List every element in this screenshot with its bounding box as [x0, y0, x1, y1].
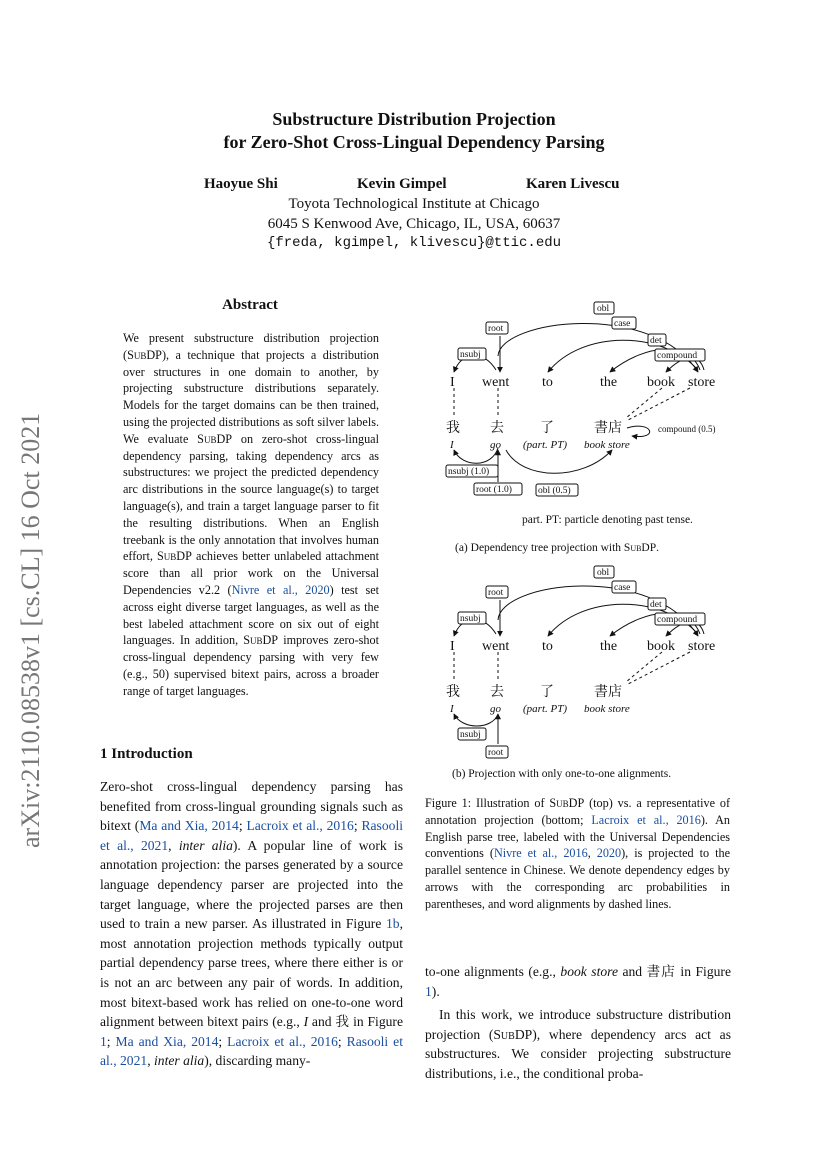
gloss-1-b: I — [450, 703, 454, 715]
caption-text: , — [587, 846, 597, 861]
word-en-2-b: went — [482, 639, 510, 654]
body-text: ). — [431, 983, 440, 999]
arxiv-stamp: arXiv:2110.08538v1 [cs.CL] 16 Oct 2021 — [16, 412, 45, 848]
word-zh-1-a: 我 — [446, 421, 460, 436]
label-det-b: det — [650, 600, 662, 610]
body-text: to-one alignments (e.g., — [425, 964, 561, 979]
abstract-text: achieves better unlabeled attachment score than all prior work on the Universal Dependencies v2.2 ( — [123, 549, 379, 597]
word-en-4-a: the — [600, 375, 618, 390]
affiliation-line-2: 6045 S Kenwood Ave, Chicago, IL, USA, 60637 — [267, 216, 561, 232]
caption-text: ). An English parse tree, labeled with the Universal Dependencies conventions ( — [425, 812, 730, 861]
paper-title — [0, 108, 828, 154]
caption-text: ), is projected to the parallel sentence in Chinese. We denote dependency edges by arrows with the corresponding arc probabilities in parentheses, and word alignments by dashed lines. — [425, 846, 730, 911]
section-heading: 1 Introduction — [100, 746, 193, 762]
subdp-name: SubDP — [157, 549, 192, 564]
label-case-a: case — [614, 319, 631, 329]
body-text: and 書店 in Figure — [617, 964, 731, 979]
body-italic: inter alia — [178, 837, 233, 853]
subdp-name: SubDP — [127, 347, 162, 362]
body-text: ), discarding many- — [204, 1053, 311, 1069]
abstract-text: improves zero-shot cross-lingual dependency parsing with very few (e.g., 50) supervised bitext pairs, across a broader range of target languages. — [123, 633, 379, 698]
word-en-4-b: the — [600, 639, 618, 654]
body-text: ; — [353, 818, 362, 834]
word-en-5-b: book — [647, 639, 675, 654]
body-text: ; — [106, 1033, 116, 1049]
abstract-text: We present substructure distribution projection ( — [123, 331, 379, 362]
figure-link[interactable]: 1 — [100, 1033, 107, 1049]
caption-text: (top) vs. a representative of annotation projection (bottom; — [425, 796, 730, 827]
gloss-4-a: book store — [584, 439, 630, 451]
align-store-b — [628, 652, 690, 684]
label-obl-b: obl — [597, 568, 610, 578]
body-text: ), where dependency arcs act as substructures. We consider projecting substructure distributions, i.e., the conditional proba- — [425, 1026, 731, 1081]
title-line-1: Substructure Distribution Projection — [272, 109, 556, 129]
label-det-a: det — [650, 336, 662, 346]
body-text: , — [168, 837, 179, 853]
word-en-6-b: store — [688, 639, 716, 654]
author-2: Kevin Gimpel — [357, 176, 447, 192]
abstract-body — [123, 330, 379, 700]
figure-caption — [425, 795, 730, 913]
arc-zh-compound — [627, 426, 650, 436]
citation-link[interactable]: Rasooli et al., 2021 — [100, 1033, 403, 1069]
word-en-1-b: I — [450, 639, 455, 654]
body-text: , most annotation projection methods typically output partial dependency parse trees, where there either is or is not an arc between any pair of words. In addition, most bitext-based work has relied on one-to-one word alignment between bitext pairs (e.g., — [100, 916, 403, 1030]
label-nsubj-a: nsubj — [460, 350, 481, 360]
gloss-2-a: go — [490, 439, 501, 451]
caption-text: Figure 1: Illustration of — [425, 796, 550, 810]
subdp-name: SubDP — [243, 633, 279, 648]
label-root-a: root — [488, 324, 504, 334]
citation-link[interactable]: Lacroix et al., 2016 — [246, 818, 354, 834]
label-zh-root-a: root (1.0) — [476, 485, 512, 495]
arc-zh-obl — [506, 450, 612, 473]
body-text: In this work, we introduce substructure distribution projection ( — [425, 1007, 731, 1042]
author-1: Haoyue Shi — [204, 176, 278, 192]
subdp-name: SubDP — [549, 796, 585, 810]
arc-obl-b — [498, 586, 698, 636]
citation-link[interactable]: Nivre et al., 2016 — [493, 846, 588, 861]
label-case-b: case — [614, 583, 631, 593]
author-emails: {freda, kgimpel, klivescu}@ttic.edu — [266, 235, 562, 251]
gloss-3-b: (part. PT) — [523, 703, 567, 715]
align-book-a — [626, 388, 662, 418]
citation-link[interactable]: Lacroix et al., 2016 — [227, 1033, 338, 1049]
arc-zh-nsubj-b — [454, 714, 498, 726]
abstract-text: ) test set across eight diverse target languages, as well as the best labeled attachment score on six out of eight languages. In addition, — [123, 582, 379, 648]
word-en-3-a: to — [542, 375, 553, 390]
label-zh-nsubj-b: nsubj — [460, 730, 481, 740]
align-book-b — [626, 652, 662, 682]
body-text: ; — [218, 1033, 228, 1049]
word-zh-1-b: 我 — [446, 685, 460, 700]
label-root-b: root — [488, 588, 504, 598]
body-text: , — [147, 1053, 154, 1069]
word-zh-4-a: 書店 — [594, 421, 622, 436]
word-en-2-a: went — [482, 375, 510, 390]
word-zh-2-b: 去 — [490, 685, 504, 700]
subdp-name: SubDP — [197, 431, 233, 446]
intro-paragraph — [100, 777, 403, 1071]
label-obl-a: obl — [597, 304, 610, 314]
gloss-3-a: (part. PT) — [523, 439, 567, 451]
body-text: ; — [238, 818, 247, 834]
word-zh-2-a: 去 — [490, 421, 504, 436]
word-en-5-a: book — [647, 375, 675, 390]
subdp-name: SubDP — [493, 1026, 533, 1042]
subdp-name: SubDP — [623, 542, 657, 554]
body-text: ). A popular line of work is annotation projection: the parses generated by a source language dependency parser are projected into the target language, where the projected parses are then used to train a new parser. As illustrated in Figure — [100, 837, 403, 932]
right-column-text — [425, 962, 731, 1084]
author-3: Karen Livescu — [526, 176, 620, 192]
citation-link[interactable]: Lacroix et al., 2016 — [591, 812, 701, 827]
citation-link[interactable]: Rasooli et al., 2021 — [100, 818, 403, 853]
body-text: Zero-shot cross-lingual dependency parsing has benefited from cross-lingual grounding signals such as bitext ( — [100, 779, 403, 834]
body-italic: book store — [560, 964, 618, 979]
label-compound-b: compound — [657, 615, 698, 625]
abstract-heading: Abstract — [222, 297, 278, 313]
word-en-3-b: to — [542, 639, 553, 654]
label-compound-a: compound — [657, 351, 698, 361]
citation-link[interactable]: 2020 — [596, 846, 622, 861]
word-zh-3-b: 了 — [540, 685, 554, 700]
body-text: and 我 in Figure — [308, 1014, 403, 1030]
body-italic: I — [303, 1014, 309, 1030]
arc-obl-a — [498, 323, 698, 372]
figure-part-note: part. PT: particle denoting past tense. — [522, 514, 693, 526]
abstract-text: ), a technique that projects a distribution over structures in one domain to another, by projecting substructure distributions separately. Models for the target domains can be then trained, using the projected distributions as soft silver labels. We evaluate — [123, 347, 379, 446]
label-nsubj-b: nsubj — [460, 614, 481, 624]
title-line-2: for Zero-Shot Cross-Lingual Dependency Parsing — [223, 132, 605, 152]
subcaption-b: (b) Projection with only one-to-one alignments. — [452, 768, 672, 780]
word-zh-4-b: 書店 — [594, 685, 622, 700]
citation-link[interactable]: Ma and Xia, 2014 — [139, 818, 239, 834]
abstract-text: on zero-shot cross-lingual dependency parsing, taking dependency arcs as substructures: we project the predicted dependency arc distributions in the source language(s) to target language(s), and train a target language parser to fit the resulting distributions. When an English treebank is the only annotation that involves human effort, — [123, 431, 379, 564]
align-store-a — [628, 388, 690, 420]
figure-link[interactable]: 1b — [386, 916, 400, 932]
subcaption-a: (a) Dependency tree projection with SubDP. — [455, 542, 660, 554]
label-zh-nsubj-a: nsubj (1.0) — [448, 467, 490, 477]
word-en-6-a: store — [688, 375, 716, 390]
citation-link[interactable]: Ma and Xia, 2014 — [115, 1033, 219, 1049]
gloss-1-a: I — [450, 439, 454, 451]
label-zh-root-b: root — [488, 748, 504, 758]
gloss-2-b: go — [490, 703, 501, 715]
label-zh-compound-a: compound (0.5) — [658, 424, 716, 434]
body-text: ; — [337, 1033, 347, 1049]
affiliation-line-1: Toyota Technological Institute at Chicago — [288, 196, 540, 212]
word-en-1-a: I — [450, 375, 455, 390]
subcaption-a-text: (a) Dependency tree projection with — [455, 542, 624, 554]
word-zh-3-a: 了 — [540, 421, 554, 436]
label-zh-obl-a: obl (0.5) — [538, 486, 571, 496]
citation-link[interactable]: Nivre et al., 2020 — [231, 582, 330, 597]
figure-link[interactable]: 1 — [425, 983, 432, 999]
body-italic: inter alia — [154, 1053, 205, 1069]
gloss-4-b: book store — [584, 703, 630, 715]
